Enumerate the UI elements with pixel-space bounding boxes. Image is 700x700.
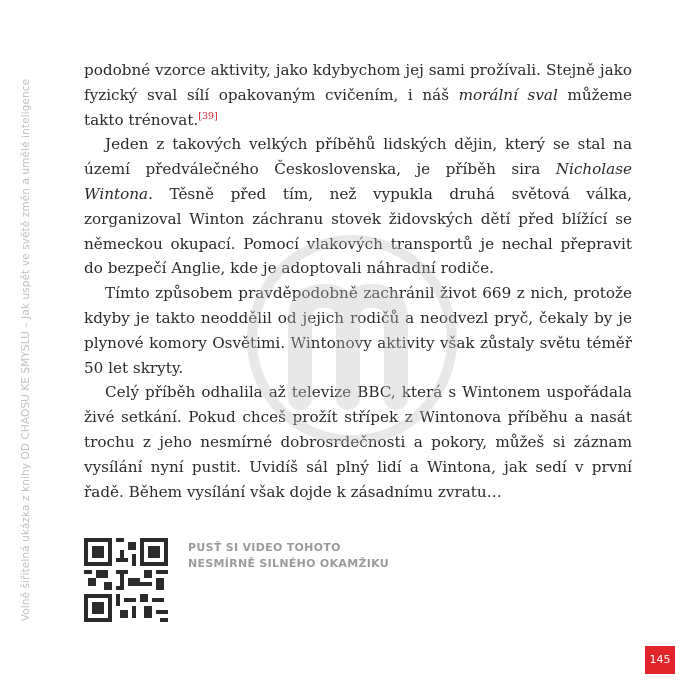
qr-caption-line-2: NESMÍRNĚ SILNÉHO OKAMŽIKU [188,557,389,570]
page-number: 145 [645,646,675,674]
side-note: Volně šiřitelná ukázka z knihy OD CHAOSU KE SMYSLU – Jak uspět ve světě změn a umělé inteligence [20,78,32,622]
paragraph-1: podobné vzorce aktivity, jako kdybychom jej sami prožívali. Stejně jako fyzický sval sílí opakovaným cvičením, i náš morální sval můžeme takto trénovat.[39] [84,61,632,129]
qr-caption-line-1: PUSŤ SI VIDEO TOHOTO [188,541,341,554]
qr-code[interactable] [84,538,168,622]
watermark-logo [242,230,462,450]
paragraph-4: Celý příběh odhalila až televize BBC, která s Wintonem uspořádala živé setkání. Pokud chceš prožít střípek z Wintonova příběhu a nasát trochu z jeho nesmírné dobrosrdečnosti a pokory, můžeš si záznam vysílání nyní pustit. Uvidíš sál plný lidí a Wintona, jak sedí v první řadě. Během vysílání však dojde k zásadnímu zvratu… [84,383,632,501]
italic-term: morální sval [458,85,558,104]
footnote-reference[interactable]: [39] [198,110,218,122]
qr-caption [188,540,389,572]
paragraph-2: Jeden z takových velkých příběhů lidských dějin, který se stal na území předválečného Československa, je příběh sira Nicholase Wintona. Těsně před tím, než vypukla druhá světová válka, zorganizoval Winton záchranu stovek židovských dětí před blížící se německou okupací. Pomocí vlakových transportů je nechal přepravit do bezpečí Anglie, kde je adoptovali náhradní rodiče. [84,135,632,278]
italic-name: Nicholase Wintona [84,160,632,203]
paragraph-3: Tímto způsobem pravděpodobně zachránil život 669 z nich, protože kdyby je takto neoddělil od jejich rodičů a neodvezl pryč, čekaly by je plynové komory Osvětimi. Wintonovy aktivity však zůstaly světu téměř 50 let skryty. [84,284,632,377]
